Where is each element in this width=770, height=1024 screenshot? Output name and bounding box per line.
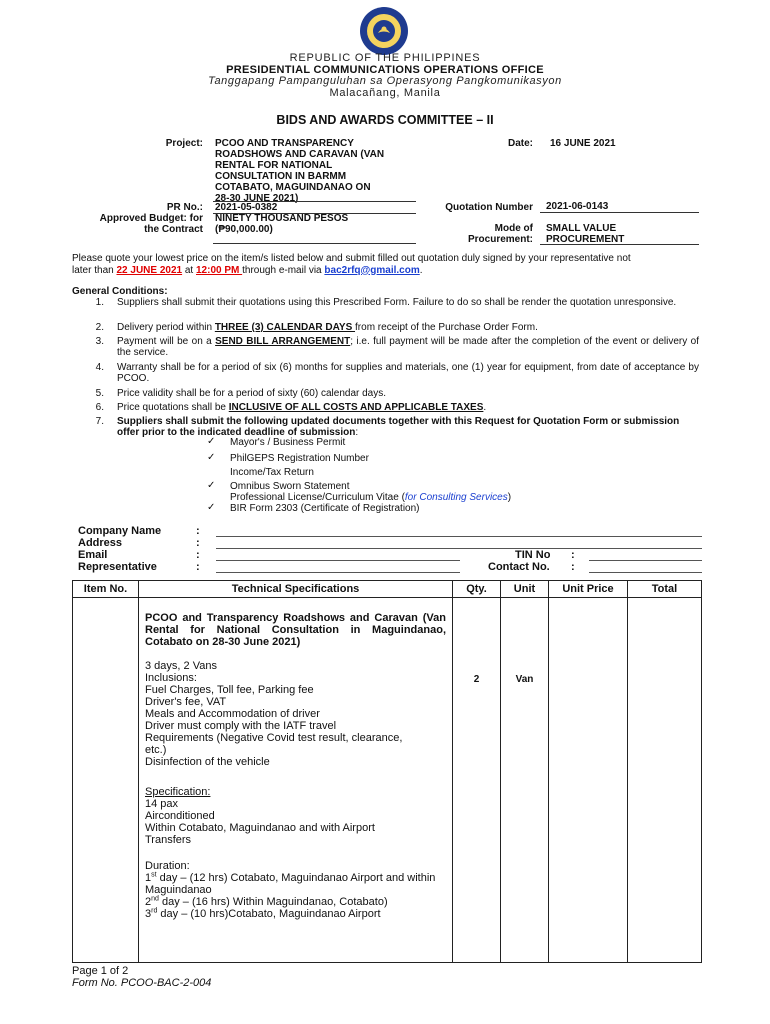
deadline-time: 12:00 PM bbox=[196, 264, 243, 276]
deadline-date: 22 JUNE 2021 bbox=[116, 264, 183, 276]
colon: : bbox=[571, 561, 575, 573]
project-value: PCOO AND TRANSPARENCY ROADSHOWS AND CARAVAN (VAN RENTAL FOR NATIONAL CONSULTATION IN BARMM COTABATO, MAGUINDANAO ON 28-30 JUNE 2021) bbox=[215, 138, 385, 204]
header-office: PRESIDENTIAL COMMUNICATIONS OPERATIONS OFFICE bbox=[226, 64, 544, 76]
company-name-field[interactable] bbox=[216, 536, 702, 537]
header-unit-price: Unit Price bbox=[549, 581, 628, 598]
check-icon: ✓ bbox=[207, 452, 216, 463]
header-qty: Qty. bbox=[453, 581, 501, 598]
colon: : bbox=[196, 537, 200, 549]
general-conditions-title: General Conditions: bbox=[72, 286, 168, 297]
condition-5: 5. Price validity shall be for a period of sixty (60) calendar days. bbox=[95, 388, 387, 399]
tin-label: TIN No bbox=[515, 549, 551, 561]
page-number: Page 1 of 2 bbox=[72, 965, 129, 977]
table-header-row bbox=[73, 581, 702, 598]
header-unit: Unit bbox=[501, 581, 549, 598]
check-icon: ✓ bbox=[207, 436, 216, 447]
pcoo-seal-logo bbox=[359, 6, 409, 56]
total-cell[interactable] bbox=[628, 598, 702, 963]
item-title: PCOO and Transparency Roadshows and Caravan (Van Rental for National Consultation in Maguindanao, Cotabato on 28-30 June 2021) bbox=[145, 612, 446, 648]
approved-budget-label: Approved Budget: for the Contract bbox=[99, 213, 203, 235]
inclusions-block: 3 days, 2 Vans Inclusions: Fuel Charges, Toll fee, Parking fee Driver's fee, VAT Meals and Accommodation of driver Driver must comply with the IATF travel Requirements (Negative Covid test result, clearance, etc.) Disinfection of the vehicle bbox=[145, 660, 403, 768]
address-label: Address bbox=[78, 537, 123, 549]
contact-no-field[interactable] bbox=[589, 572, 702, 573]
email-label: Email bbox=[78, 549, 108, 561]
header-technical-specs: Technical Specifications bbox=[139, 581, 453, 598]
representative-label: Representative bbox=[78, 561, 157, 573]
header-item-no: Item No. bbox=[73, 581, 139, 598]
quotation-number-value: 2021-06-0143 bbox=[540, 201, 699, 213]
mode-underline bbox=[540, 244, 699, 245]
project-label: Project: bbox=[165, 138, 203, 149]
items-table bbox=[72, 580, 702, 963]
header-total: Total bbox=[628, 581, 702, 598]
date-label: Date: bbox=[507, 138, 533, 149]
representative-field[interactable] bbox=[216, 572, 460, 573]
requirement-item: Professional License/Curriculum Vitae (for Consulting Services) bbox=[230, 492, 512, 503]
condition-2: 2. Delivery period within THREE (3) CALENDAR DAYS from receipt of the Purchase Order Form. bbox=[95, 322, 538, 333]
condition-6: 6. Price quotations shall be INCLUSIVE OF ALL COSTS AND APPLICABLE TAXES. bbox=[95, 402, 487, 413]
requirement-item: BIR Form 2303 (Certificate of Registration) bbox=[230, 503, 420, 514]
form-number: Form No. PCOO-BAC-2-004 bbox=[72, 977, 212, 989]
condition-3: 3. Payment will be on a SEND BILL ARRANGEMENT; i.e. full payment will be made after the completion of the event or delivery of the service. bbox=[95, 336, 699, 358]
approved-budget-value: NINETY THOUSAND PESOS (₱90,000.00) bbox=[215, 213, 349, 235]
requirement-item: Income/Tax Return bbox=[230, 467, 314, 478]
mode-label: Mode of Procurement: bbox=[467, 223, 533, 245]
technical-specs-cell bbox=[139, 598, 453, 963]
condition-1: 1. Suppliers shall submit their quotations using this Prescribed Form. Failure to do so shall be render the quotation unresponsive. bbox=[95, 297, 677, 308]
company-name-label: Company Name bbox=[78, 525, 162, 537]
item-no-cell bbox=[73, 598, 139, 963]
colon: : bbox=[196, 549, 200, 561]
table-row bbox=[73, 598, 702, 963]
tin-field[interactable] bbox=[589, 560, 702, 561]
address-field[interactable] bbox=[216, 548, 702, 549]
condition-4: 4. Warranty shall be for a period of six (6) months for supplies and materials, one (1) year for equipment, from date of acceptance by PCOO. bbox=[95, 362, 699, 384]
unit-price-cell[interactable] bbox=[549, 598, 628, 963]
specification-block: Specification: 14 pax Airconditioned Within Cotabato, Maguindanao and with Airport Transfers bbox=[145, 786, 375, 846]
check-icon: ✓ bbox=[207, 480, 216, 491]
contact-no-label: Contact No. bbox=[488, 561, 550, 573]
email-field[interactable] bbox=[216, 560, 460, 561]
instructions-paragraph: Please quote your lowest price on the item/s listed below and submit filled out quotation duly signed by your representative not later than 22 JUNE 2021 at 12:00 PM through e-mail via bac2rfq@gmail.com. bbox=[72, 253, 631, 276]
pr-no-label: PR No.: bbox=[166, 202, 203, 213]
requirement-item: PhilGEPS Registration Number bbox=[230, 453, 369, 464]
colon: : bbox=[196, 525, 200, 537]
quotation-number-label: Quotation Number bbox=[445, 202, 533, 213]
header-republic: REPUBLIC OF THE PHILIPPINES bbox=[289, 52, 481, 64]
requirement-item: Mayor's / Business Permit bbox=[230, 437, 346, 448]
email-link[interactable]: bac2rfq@gmail.com bbox=[324, 264, 420, 276]
pr-no-value: 2021-05-0382 bbox=[213, 201, 416, 214]
colon: : bbox=[571, 549, 575, 561]
header-location: Malacañang, Manila bbox=[329, 87, 441, 99]
header-office-filipino: Tanggapang Pampanguluhan sa Operasyong Pangkomunikasyon bbox=[208, 75, 562, 87]
date-value: 16 JUNE 2021 bbox=[550, 138, 616, 149]
committee-title: BIDS AND AWARDS COMMITTEE – II bbox=[276, 113, 494, 127]
condition-7: 7. Suppliers shall submit the following updated documents together with this Request for Quotation Form or submission offer prior to the indicated deadline of submission: bbox=[95, 416, 680, 438]
mode-value: SMALL VALUE PROCUREMENT bbox=[546, 223, 625, 245]
duration-block: Duration: 1st day – (12 hrs) Cotabato, Maguindanao Airport and within Maguindanao 2nd day – (16 hrs) Within Maguindanao, Cotabato) 3rd day – (10 hrs)Cotabato, Maguindanao Airport bbox=[145, 860, 436, 920]
requirement-item: Omnibus Sworn Statement bbox=[230, 481, 350, 492]
unit-cell: Van bbox=[501, 598, 549, 963]
colon: : bbox=[196, 561, 200, 573]
qty-cell: 2 bbox=[453, 598, 501, 963]
check-icon: ✓ bbox=[207, 502, 216, 513]
budget-underline bbox=[213, 243, 416, 244]
